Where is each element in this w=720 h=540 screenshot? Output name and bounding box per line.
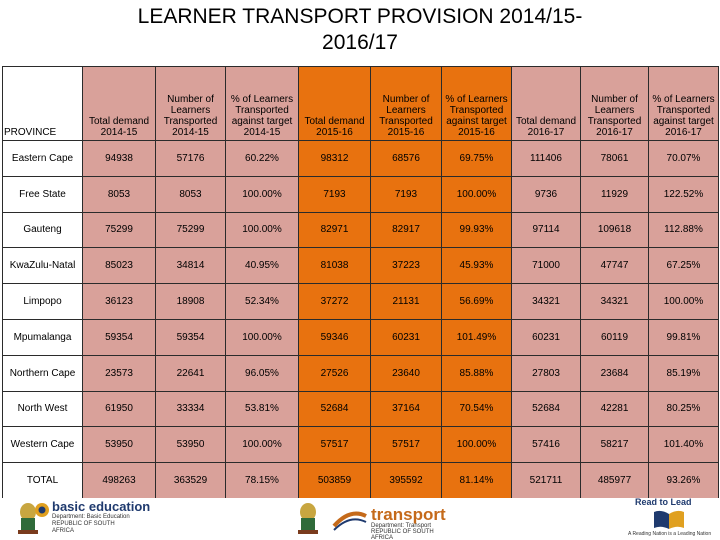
cell-value: 27526 bbox=[299, 355, 371, 391]
cell-value: 23684 bbox=[581, 355, 649, 391]
transport-department-text: Department: Transport REPUBLIC OF SOUTH AFRICA bbox=[371, 523, 434, 540]
cell-value: 80.25% bbox=[649, 391, 719, 427]
cell-value: 70.07% bbox=[649, 141, 719, 177]
cell-value: 85.19% bbox=[649, 355, 719, 391]
cell-province: North West bbox=[3, 391, 83, 427]
cell-province: Mpumalanga bbox=[3, 319, 83, 355]
cell-value: 56.69% bbox=[442, 284, 512, 320]
table-row bbox=[3, 427, 719, 463]
cell-value: 37223 bbox=[371, 248, 442, 284]
cell-value: 57176 bbox=[156, 141, 226, 177]
cell-value: 34321 bbox=[512, 284, 581, 320]
cell-value: 59354 bbox=[83, 319, 156, 355]
cell-value: 59346 bbox=[299, 319, 371, 355]
cell-value: 521711 bbox=[512, 463, 581, 499]
cell-value: 68576 bbox=[371, 141, 442, 177]
cell-value: 69.75% bbox=[442, 141, 512, 177]
cell-value: 78061 bbox=[581, 141, 649, 177]
header-transported-2016-17: Number of Learners Transported 2016-17 bbox=[581, 67, 649, 141]
cell-value: 93.26% bbox=[649, 463, 719, 499]
cell-value: 22641 bbox=[156, 355, 226, 391]
cell-value: 34321 bbox=[581, 284, 649, 320]
cell-value: 52684 bbox=[299, 391, 371, 427]
cell-value: 42281 bbox=[581, 391, 649, 427]
cell-value: 99.81% bbox=[649, 319, 719, 355]
cell-value: 82917 bbox=[371, 212, 442, 248]
header-transported-2015-16: Number of Learners Transported 2015-16 bbox=[371, 67, 442, 141]
cell-value: 53950 bbox=[156, 427, 226, 463]
table-row bbox=[3, 248, 719, 284]
cell-value: 60.22% bbox=[226, 141, 299, 177]
cell-value: 94938 bbox=[83, 141, 156, 177]
transport-table bbox=[2, 66, 719, 499]
transport-swoosh-icon bbox=[332, 506, 368, 532]
cell-value: 40.95% bbox=[226, 248, 299, 284]
cell-value: 111406 bbox=[512, 141, 581, 177]
cell-value: 99.93% bbox=[442, 212, 512, 248]
cell-value: 23640 bbox=[371, 355, 442, 391]
cell-value: 21131 bbox=[371, 284, 442, 320]
cell-value: 100.00% bbox=[649, 284, 719, 320]
cell-value: 96.05% bbox=[226, 355, 299, 391]
cell-value: 81.14% bbox=[442, 463, 512, 499]
cell-value: 71000 bbox=[512, 248, 581, 284]
header-transported-2014-15: Number of Learners Transported 2014-15 bbox=[156, 67, 226, 141]
cell-value: 97114 bbox=[512, 212, 581, 248]
cell-value: 52.34% bbox=[226, 284, 299, 320]
cell-value: 100.00% bbox=[442, 427, 512, 463]
header-total-demand-2016-17: Total demand 2016-17 bbox=[512, 67, 581, 141]
header-pct-2014-15: % of Learners Transported against target 2014-15 bbox=[226, 67, 299, 141]
table-row bbox=[3, 391, 719, 427]
basic-education-logo-icon bbox=[34, 502, 50, 518]
table-row bbox=[3, 355, 719, 391]
cell-value: 75299 bbox=[156, 212, 226, 248]
cell-value: 57517 bbox=[371, 427, 442, 463]
transport-table-container bbox=[2, 66, 718, 498]
cell-value: 61950 bbox=[83, 391, 156, 427]
basic-education-department-text: Department: Basic Education REPUBLIC OF SOUTH AFRICA bbox=[52, 514, 130, 534]
header-pct-2016-17: % of Learners Transported against target 2016-17 bbox=[649, 67, 719, 141]
header-row bbox=[3, 67, 719, 141]
cell-value: 57416 bbox=[512, 427, 581, 463]
read-to-lead-title: Read to Lead bbox=[635, 497, 692, 507]
cell-value: 60231 bbox=[512, 319, 581, 355]
cell-province: Eastern Cape bbox=[3, 141, 83, 177]
cell-value: 82971 bbox=[299, 212, 371, 248]
cell-province: TOTAL bbox=[3, 463, 83, 499]
cell-value: 112.88% bbox=[649, 212, 719, 248]
read-to-lead-tagline: A Reading Nation is a Leading Nation bbox=[628, 531, 712, 537]
cell-value: 33334 bbox=[156, 391, 226, 427]
cell-value: 100.00% bbox=[226, 212, 299, 248]
cell-value: 23573 bbox=[83, 355, 156, 391]
cell-value: 85.88% bbox=[442, 355, 512, 391]
cell-value: 109618 bbox=[581, 212, 649, 248]
cell-province: Limpopo bbox=[3, 284, 83, 320]
cell-province: Northern Cape bbox=[3, 355, 83, 391]
table-row bbox=[3, 284, 719, 320]
cell-value: 8053 bbox=[83, 176, 156, 212]
title-line-2: 2016/17 bbox=[322, 31, 398, 54]
cell-value: 498263 bbox=[83, 463, 156, 499]
cell-value: 36123 bbox=[83, 284, 156, 320]
cell-value: 122.52% bbox=[649, 176, 719, 212]
cell-value: 100.00% bbox=[442, 176, 512, 212]
title-line-1: LEARNER TRANSPORT PROVISION 2014/15- bbox=[137, 5, 583, 28]
cell-value: 11929 bbox=[581, 176, 649, 212]
cell-value: 8053 bbox=[156, 176, 226, 212]
cell-value: 100.00% bbox=[226, 176, 299, 212]
header-total-demand-2014-15: Total demand 2014-15 bbox=[83, 67, 156, 141]
cell-value: 75299 bbox=[83, 212, 156, 248]
table-row-total bbox=[3, 463, 719, 499]
cell-value: 34814 bbox=[156, 248, 226, 284]
cell-value: 59354 bbox=[156, 319, 226, 355]
table-row bbox=[3, 212, 719, 248]
cell-province: Free State bbox=[3, 176, 83, 212]
cell-province: KwaZulu-Natal bbox=[3, 248, 83, 284]
cell-value: 60119 bbox=[581, 319, 649, 355]
cell-value: 60231 bbox=[371, 319, 442, 355]
header-total-demand-2015-16: Total demand 2015-16 bbox=[299, 67, 371, 141]
cell-value: 18908 bbox=[156, 284, 226, 320]
cell-province: Gauteng bbox=[3, 212, 83, 248]
cell-province: Western Cape bbox=[3, 427, 83, 463]
cell-value: 503859 bbox=[299, 463, 371, 499]
cell-value: 9736 bbox=[512, 176, 581, 212]
cell-value: 101.49% bbox=[442, 319, 512, 355]
cell-value: 53950 bbox=[83, 427, 156, 463]
open-book-icon bbox=[652, 508, 686, 530]
cell-value: 52684 bbox=[512, 391, 581, 427]
basic-education-wordmark: basic education bbox=[52, 499, 151, 514]
header-province: PROVINCE bbox=[3, 67, 83, 141]
cell-value: 37164 bbox=[371, 391, 442, 427]
cell-value: 363529 bbox=[156, 463, 226, 499]
cell-value: 47747 bbox=[581, 248, 649, 284]
cell-value: 27803 bbox=[512, 355, 581, 391]
cell-value: 58217 bbox=[581, 427, 649, 463]
cell-value: 7193 bbox=[371, 176, 442, 212]
cell-value: 57517 bbox=[299, 427, 371, 463]
table-row bbox=[3, 319, 719, 355]
transport-coat-of-arms-icon bbox=[288, 500, 328, 538]
table-row bbox=[3, 176, 719, 212]
cell-value: 100.00% bbox=[226, 319, 299, 355]
cell-value: 100.00% bbox=[226, 427, 299, 463]
cell-value: 98312 bbox=[299, 141, 371, 177]
cell-value: 45.93% bbox=[442, 248, 512, 284]
cell-value: 78.15% bbox=[226, 463, 299, 499]
cell-value: 395592 bbox=[371, 463, 442, 499]
table-row bbox=[3, 141, 719, 177]
header-pct-2015-16: % of Learners Transported against target 2015-16 bbox=[442, 67, 512, 141]
cell-value: 85023 bbox=[83, 248, 156, 284]
cell-value: 67.25% bbox=[649, 248, 719, 284]
cell-value: 70.54% bbox=[442, 391, 512, 427]
transport-wordmark: transport bbox=[371, 505, 446, 524]
page-title bbox=[0, 4, 720, 56]
cell-value: 53.81% bbox=[226, 391, 299, 427]
cell-value: 101.40% bbox=[649, 427, 719, 463]
cell-value: 81038 bbox=[299, 248, 371, 284]
cell-value: 7193 bbox=[299, 176, 371, 212]
cell-value: 37272 bbox=[299, 284, 371, 320]
cell-value: 485977 bbox=[581, 463, 649, 499]
